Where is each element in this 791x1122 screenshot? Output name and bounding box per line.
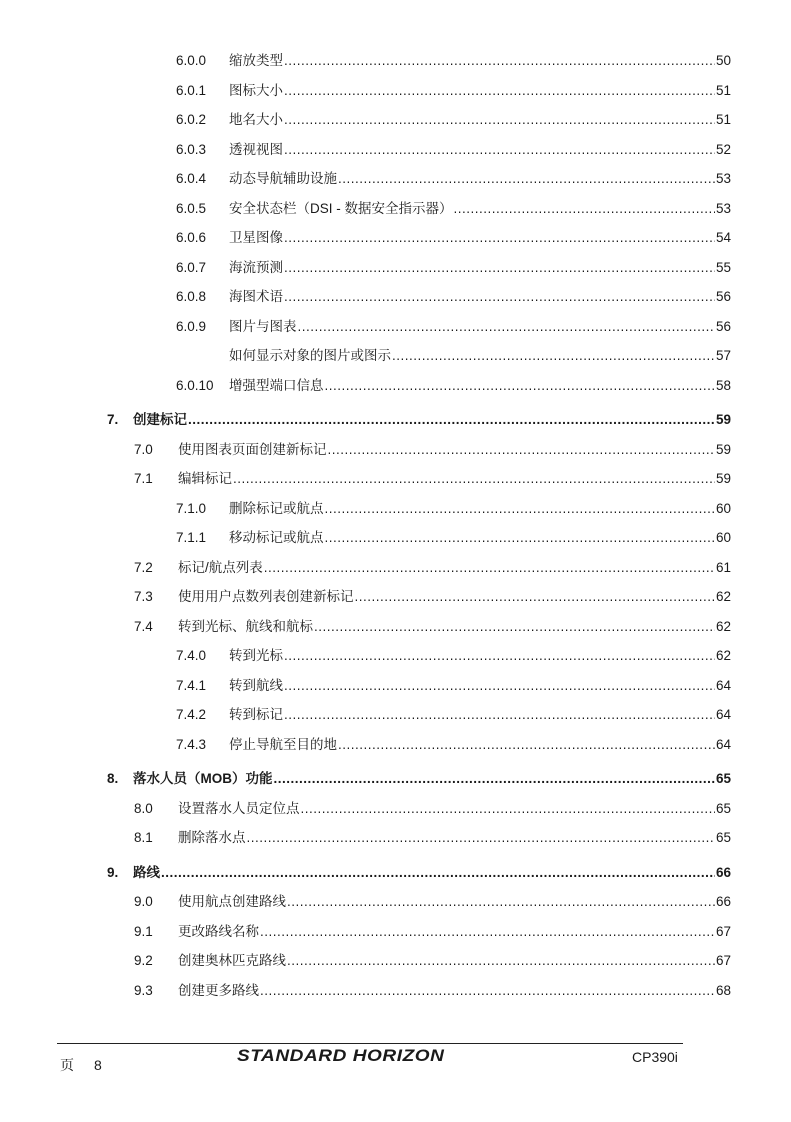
toc-entry-page: 65 [715, 771, 731, 786]
toc-entry[interactable] [176, 347, 731, 365]
toc-entry-number: 7.1.0 [176, 500, 207, 516]
toc-entry-number: 6.0.4 [176, 171, 207, 186]
toc-entry-number: 9.1 [134, 923, 153, 939]
toc-entry[interactable] [176, 677, 731, 695]
toc-entry-page: 58 [715, 377, 731, 393]
toc-entry-number: 7.4.0 [176, 648, 207, 663]
toc-leader-dots [260, 982, 715, 1000]
toc-entry-page: 55 [715, 259, 731, 275]
toc-entry[interactable] [107, 864, 731, 882]
toc-leader-dots [260, 923, 715, 941]
toc-entry[interactable] [176, 52, 731, 70]
toc-entry[interactable] [176, 706, 731, 724]
toc-entry-page: 51 [715, 112, 731, 127]
toc-leader-dots [325, 500, 715, 518]
toc-entry-number: 7.0 [134, 441, 153, 457]
toc-entry-page: 59 [715, 471, 731, 486]
toc-entry[interactable] [176, 500, 731, 518]
footer-divider [57, 1043, 683, 1044]
toc-entry-title: 地名大小 [229, 112, 283, 127]
toc-entry-title: 移动标记或航点 [229, 530, 324, 545]
toc-leader-dots [161, 864, 715, 882]
toc-entry[interactable] [107, 770, 731, 788]
toc-leader-dots [233, 470, 715, 488]
toc-entry-title: 创建标记 [133, 412, 187, 427]
toc-leader-dots [284, 229, 715, 247]
toc-entry-number: 6.0.6 [176, 230, 207, 245]
toc-entry-title: 设置落水人员定位点 [178, 800, 300, 816]
toc-entry-title: 缩放类型 [229, 53, 283, 68]
toc-leader-dots [392, 347, 715, 365]
toc-entry[interactable] [176, 229, 731, 247]
toc-entry-number: 7.4.1 [176, 677, 207, 693]
toc-entry-number: 7.1.1 [176, 530, 207, 545]
toc-leader-dots [284, 141, 715, 159]
toc-entry-title: 图标大小 [229, 82, 283, 98]
toc-entry-page: 62 [715, 618, 731, 634]
toc-entry-page: 66 [715, 864, 731, 880]
toc-entry[interactable] [176, 259, 731, 277]
toc-entry[interactable] [134, 559, 731, 577]
toc-entry-number: 6.0.7 [176, 259, 207, 275]
toc-leader-dots [298, 318, 715, 336]
toc-entry-page: 64 [715, 736, 731, 752]
toc-entry-number: 6.0.3 [176, 141, 207, 157]
toc-leader-dots [284, 677, 715, 695]
toc-leader-dots [274, 770, 715, 788]
toc-entry-page: 60 [715, 500, 731, 516]
toc-leader-dots [284, 706, 715, 724]
toc-entry-number: 9. [107, 864, 119, 880]
toc-entry[interactable] [176, 647, 731, 665]
toc-entry[interactable] [176, 141, 731, 159]
toc-entry-number: 6.0.2 [176, 112, 207, 127]
toc-entry[interactable] [134, 441, 731, 459]
toc-entry-page: 65 [715, 800, 731, 816]
toc-entry-number: 6.0.9 [176, 318, 207, 334]
toc-entry-page: 59 [715, 441, 731, 457]
toc-entry-title: 更改路线名称 [178, 923, 259, 939]
toc-entry-page: 50 [715, 53, 731, 68]
toc-entry-page: 62 [715, 648, 731, 663]
toc-entry-page: 67 [715, 923, 731, 939]
toc-entry-page: 53 [715, 200, 731, 216]
toc-entry[interactable] [176, 111, 731, 129]
toc-entry-title: 使用用户点数列表创建新标记 [178, 589, 354, 604]
toc-entry-page: 53 [715, 171, 731, 186]
toc-entry-title: 透视视图 [229, 141, 283, 157]
toc-entry-number: 6.0.0 [176, 53, 207, 68]
toc-entry-title: 落水人员（MOB）功能 [133, 771, 273, 786]
toc-entry[interactable] [134, 923, 731, 941]
toc-entry-title: 转到标记 [229, 707, 283, 722]
toc-leader-dots [301, 800, 715, 818]
toc-entry-title: 使用图表页面创建新标记 [178, 441, 327, 457]
toc-leader-dots [338, 736, 715, 754]
toc-entry-title: 删除标记或航点 [229, 500, 324, 516]
toc-leader-dots [284, 259, 715, 277]
toc-entry-page: 56 [715, 318, 731, 334]
toc-entry-page: 57 [715, 348, 731, 363]
toc-entry[interactable] [134, 952, 731, 970]
toc-leader-dots [264, 559, 715, 577]
toc-entry-title: 停止导航至目的地 [229, 736, 337, 752]
toc-entry-title: 使用航点创建路线 [178, 894, 286, 909]
toc-entry-number: 7. [107, 412, 119, 427]
toc-entry-title: 图片与图表 [229, 318, 297, 334]
footer-page-indicator [60, 1055, 102, 1075]
footer-page-label: 页 [60, 1057, 74, 1073]
toc-entry-page: 52 [715, 141, 731, 157]
toc-entry[interactable] [134, 982, 731, 1000]
toc-entry-number: 8.0 [134, 800, 153, 816]
toc-entry-number: 9.0 [134, 894, 153, 909]
toc-entry[interactable] [134, 470, 731, 488]
toc-entry-number: 7.2 [134, 559, 153, 575]
toc-entry-number: 8. [107, 771, 119, 786]
toc-entry-page: 67 [715, 953, 731, 968]
toc-entry-title: 安全状态栏（DSI - 数据安全指示器） [229, 200, 453, 216]
toc-leader-dots [284, 82, 715, 100]
toc-entry-number: 7.1 [134, 471, 153, 486]
footer-model: CP390i [632, 1049, 678, 1065]
toc-entry-page: 59 [715, 412, 731, 427]
toc-entry-title: 如何显示对象的图片或图示 [229, 348, 391, 363]
toc-entry-page: 60 [715, 530, 731, 545]
toc-entry-number: 7.4.2 [176, 707, 207, 722]
toc-entry-page: 64 [715, 707, 731, 722]
toc-entry-title: 标记/航点列表 [178, 559, 263, 575]
toc-entry-page: 56 [715, 289, 731, 304]
toc-entry[interactable] [176, 170, 731, 188]
toc-entry-number: 9.3 [134, 982, 153, 998]
toc-leader-dots [247, 829, 715, 847]
toc-entry-page: 51 [715, 82, 731, 98]
toc-entry-number: 6.0.5 [176, 200, 207, 216]
toc-entry-page: 66 [715, 894, 731, 909]
toc-leader-dots [338, 170, 715, 188]
toc-entry-page: 64 [715, 677, 731, 693]
brand-logo: STANDARD HORIZON [237, 1046, 445, 1065]
toc-entry-title: 转到光标、航线和航标 [178, 618, 313, 634]
toc-entry-page: 65 [715, 830, 731, 845]
toc-entry[interactable] [176, 288, 731, 306]
toc-entry-page: 68 [715, 982, 731, 998]
toc-entry-number: 6.0.8 [176, 289, 207, 304]
toc-entry-title: 海图术语 [229, 289, 283, 304]
toc-entry[interactable] [176, 82, 731, 100]
toc-entry[interactable] [176, 529, 731, 547]
toc-entry-title: 转到航线 [229, 677, 283, 693]
toc-entry[interactable] [134, 618, 731, 636]
toc-entry-number: 8.1 [134, 830, 153, 845]
toc-entry[interactable] [176, 736, 731, 754]
toc-leader-dots [355, 588, 715, 606]
toc-leader-dots [287, 952, 715, 970]
toc-entry-title: 增强型端口信息 [229, 377, 324, 393]
footer-page-number: 8 [94, 1057, 102, 1073]
toc-entry[interactable] [176, 200, 731, 218]
toc-leader-dots [284, 111, 715, 129]
toc-leader-dots [325, 377, 715, 395]
toc-entry[interactable] [134, 800, 731, 818]
toc-entry[interactable] [134, 893, 731, 911]
toc-entry-number: 7.4 [134, 618, 153, 634]
toc-entry[interactable] [134, 588, 731, 606]
toc-leader-dots [188, 411, 715, 429]
toc-entry-number: 6.0.1 [176, 82, 207, 98]
toc-leader-dots [328, 441, 715, 459]
toc-entry-page: 62 [715, 589, 731, 604]
toc-entry[interactable] [176, 377, 731, 395]
toc-entry[interactable] [176, 318, 731, 336]
toc-entry-number: 9.2 [134, 953, 153, 968]
toc-entry-title: 海流预测 [229, 259, 283, 275]
toc-entry-page: 61 [715, 559, 731, 575]
toc-entry-title: 动态导航辅助设施 [229, 171, 337, 186]
toc-entry[interactable] [134, 829, 731, 847]
toc-entry[interactable] [107, 411, 731, 429]
toc-entry-number: 6.0.10 [176, 377, 214, 393]
toc-entry-title: 编辑标记 [178, 471, 232, 486]
toc-leader-dots [314, 618, 715, 636]
toc-leader-dots [454, 200, 715, 218]
toc-entry-title: 创建奥林匹克路线 [178, 953, 286, 968]
toc-leader-dots [325, 529, 715, 547]
toc-entry-title: 创建更多路线 [178, 982, 259, 998]
toc-entry-page: 54 [715, 230, 731, 245]
toc-entry-number: 7.4.3 [176, 736, 207, 752]
toc-entry-title: 卫星图像 [229, 230, 283, 245]
toc-entry-title: 路线 [133, 864, 160, 880]
toc-leader-dots [284, 52, 715, 70]
toc-leader-dots [284, 288, 715, 306]
toc-leader-dots [287, 893, 715, 911]
toc-leader-dots [284, 647, 715, 665]
toc-entry-number: 7.3 [134, 589, 153, 604]
toc-entry-title: 转到光标 [229, 648, 283, 663]
toc-entry-title: 删除落水点 [178, 830, 246, 845]
